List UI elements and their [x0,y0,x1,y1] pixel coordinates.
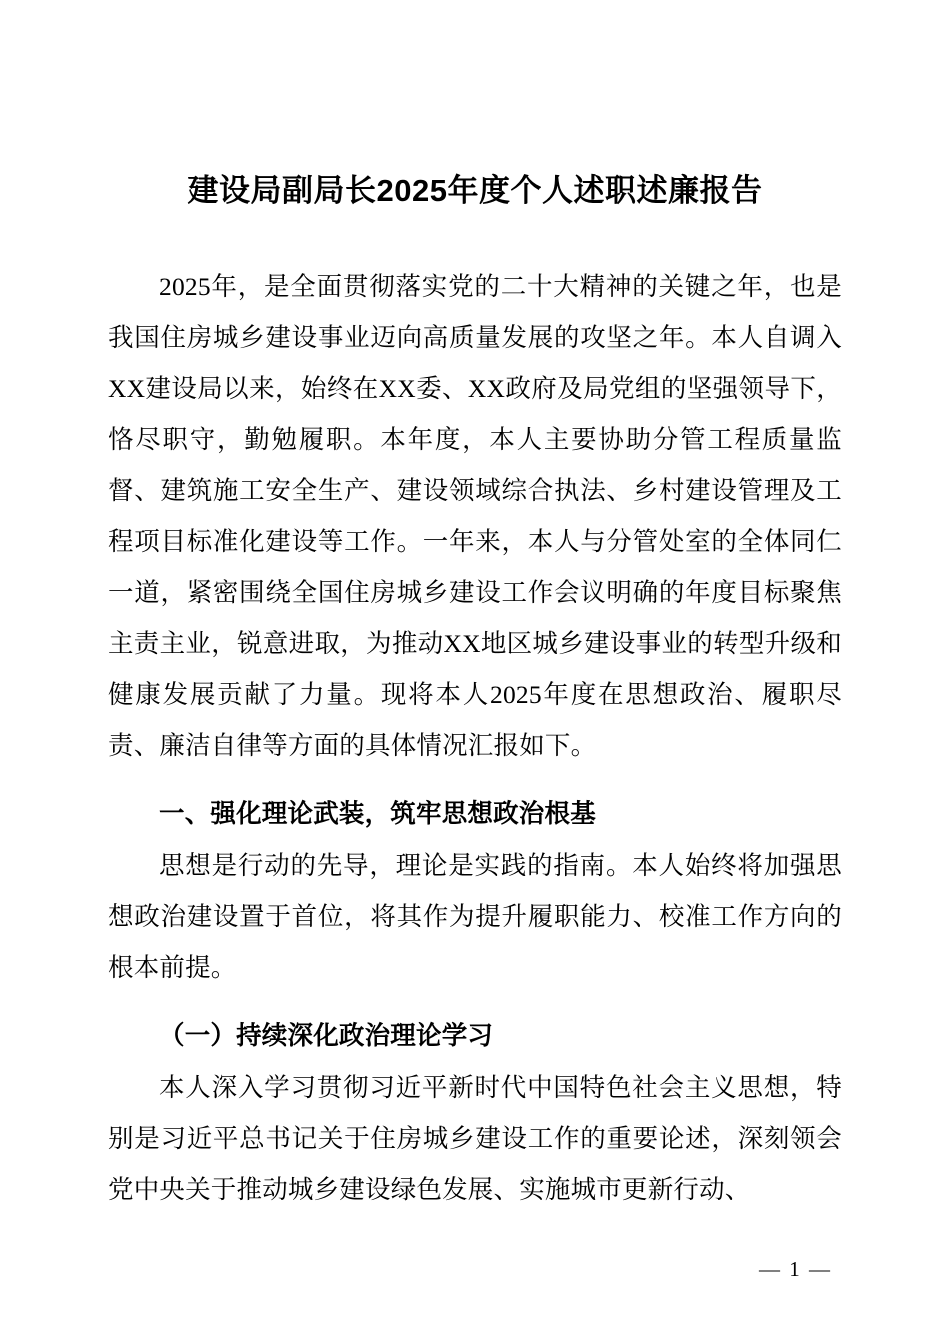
paragraph-section-1: 思想是行动的先导，理论是实践的指南。本人始终将加强思想政治建设置于首位，将其作为提升履职能力、校准工作方向的根本前提。 [108,850,842,982]
document-body [108,0,842,1215]
section-heading-1: 一、强化理论武装，筑牢思想政治根基 [159,799,596,828]
paragraph-intro: 2025年，是全面贯彻落实党的二十大精神的关键之年，也是我国住房城乡建设事业迈向高质量发展的攻坚之年。本人自调入XX建设局以来，始终在XX委、XX政府及局党组的坚强领导下，恪尽职守，勤勉履职。本年度，本人主要协助分管工程质量监督、建筑施工安全生产、建设领域综合执法、乡村建设管理及工程项目标准化建设等工作。一年来，本人与分管处室的全体同仁一道，紧密围绕全国住房城乡建设工作会议明确的年度目标聚焦主责主业，锐意进取，为推动XX地区城乡建设事业的转型升级和健康发展贡献了力量。现将本人2025年度在思想政治、履职尽责、廉洁自律等方面的具体情况汇报如下。 [108,271,842,760]
page-title: 建设局副局长2025年度个人述职述廉报告 [187,173,763,208]
section-heading-1-1: （一）持续深化政治理论学习 [159,1021,494,1050]
page-footer: — 1 — [759,1257,832,1281]
paragraph-section-1-1: 本人深入学习贯彻习近平新时代中国特色社会主义思想，特别是习近平总书记关于住房城乡建设工作的重要论述，深刻领会党中央关于推动城乡建设绿色发展、实施城市更新行动、 [108,1072,842,1204]
